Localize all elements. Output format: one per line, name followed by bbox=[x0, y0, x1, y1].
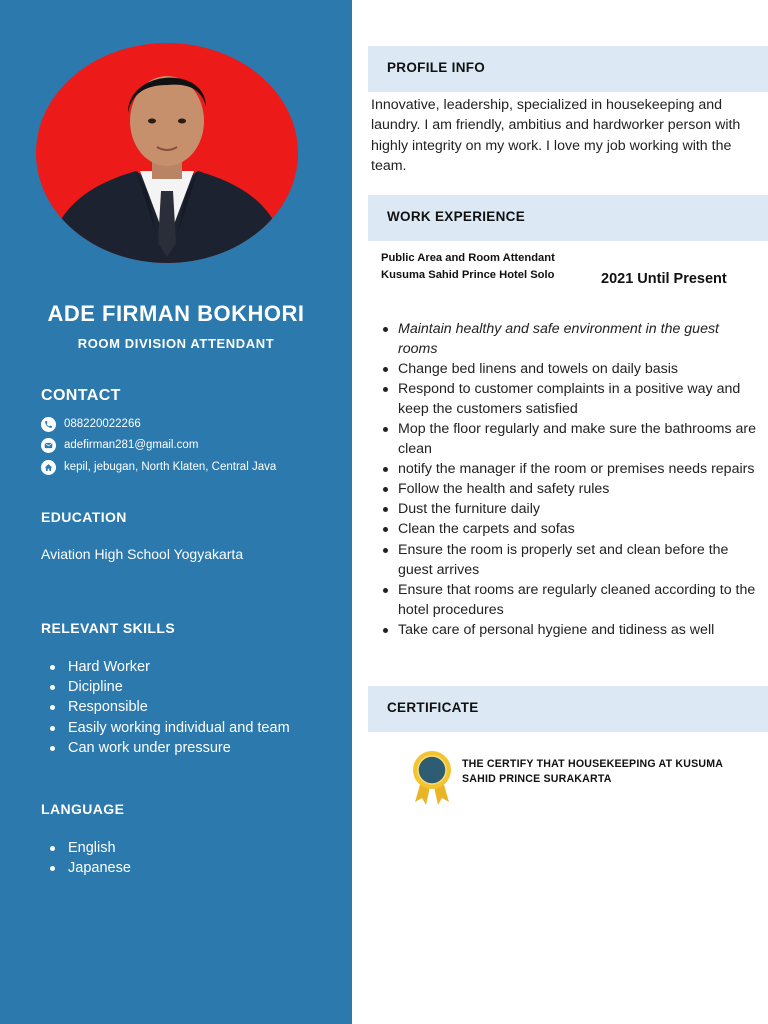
duty-item: Change bed linens and towels on daily basis bbox=[381, 359, 761, 379]
contact-email[interactable]: adefirman281@gmail.com bbox=[64, 439, 199, 451]
language-heading: LANGUAGE bbox=[41, 801, 125, 817]
profile-info-text: Innovative, leadership, specialized in housekeeping and laundry. I am friendly, ambitius and hardworker person with highly integrity on my work. I love my job working with the team. bbox=[371, 97, 741, 174]
job-period: 2021 Until Present bbox=[601, 271, 727, 287]
language-item: English bbox=[50, 838, 131, 858]
medal-icon bbox=[409, 750, 455, 806]
profile-info-bar bbox=[368, 46, 768, 92]
contact-phone-row bbox=[41, 416, 141, 432]
job-company: Kusuma Sahid Prince Hotel Solo bbox=[381, 269, 555, 281]
duty-item: Follow the health and safety rules bbox=[381, 479, 761, 499]
contact-email-row bbox=[41, 437, 198, 453]
person-portrait bbox=[36, 43, 298, 263]
phone-icon bbox=[41, 417, 56, 432]
duty-item: Maintain healthy and safe environment in the guest rooms bbox=[381, 319, 761, 359]
certificate-heading: CERTIFICATE bbox=[387, 700, 479, 715]
contact-address: kepil, jebugan, North Klaten, Central Java bbox=[64, 461, 277, 473]
contact-phone: 088220022266 bbox=[64, 418, 141, 430]
skill-item: Responsible bbox=[50, 697, 290, 717]
skill-item: Easily working individual and team bbox=[50, 718, 290, 738]
education-school: Aviation High School Yogyakarta bbox=[41, 546, 244, 562]
person-name: ADE FIRMAN BOKHORI bbox=[47, 301, 305, 326]
email-icon bbox=[41, 438, 56, 453]
duty-item: Mop the floor regularly and make sure the bathrooms are clean bbox=[381, 419, 761, 459]
duty-item: Take care of personal hygiene and tidiness as well bbox=[381, 620, 761, 640]
profile-photo bbox=[36, 43, 298, 263]
work-experience-bar bbox=[368, 195, 768, 241]
duty-item: Respond to customer complaints in a positive way and keep the customers satisfied bbox=[381, 379, 761, 419]
skill-item: Dicipline bbox=[50, 677, 290, 697]
duty-item: Dust the furniture daily bbox=[381, 499, 761, 519]
duty-item: Clean the carpets and sofas bbox=[381, 519, 761, 539]
home-icon bbox=[41, 460, 56, 475]
skills-list bbox=[50, 657, 290, 758]
duty-item: Ensure the room is properly set and clean before the guest arrives bbox=[381, 540, 761, 580]
sidebar bbox=[0, 0, 352, 1024]
duty-item: Ensure that rooms are regularly cleaned according to the hotel procedures bbox=[381, 580, 761, 620]
person-role: ROOM DIVISION ATTENDANT bbox=[77, 336, 275, 351]
language-item: Japanese bbox=[50, 858, 131, 878]
duties-list bbox=[381, 319, 761, 640]
contact-heading: CONTACT bbox=[41, 387, 121, 404]
contact-address-row bbox=[41, 459, 276, 475]
duty-item: notify the manager if the room or premises needs repairs bbox=[381, 459, 761, 479]
certificate-bar bbox=[368, 686, 768, 732]
education-heading: EDUCATION bbox=[41, 509, 127, 525]
skill-item: Hard Worker bbox=[50, 657, 290, 677]
profile-info-heading: PROFILE INFO bbox=[387, 60, 486, 75]
language-list bbox=[50, 838, 131, 878]
skill-item: Can work under pressure bbox=[50, 738, 290, 758]
job-position: Public Area and Room Attendant bbox=[381, 252, 555, 264]
certificate-text: THE CERTIFY THAT HOUSEKEEPING AT KUSUMA SAHID PRINCE SURAKARTA bbox=[462, 758, 723, 785]
skills-heading: RELEVANT SKILLS bbox=[41, 620, 176, 636]
work-experience-heading: WORK EXPERIENCE bbox=[387, 209, 526, 224]
